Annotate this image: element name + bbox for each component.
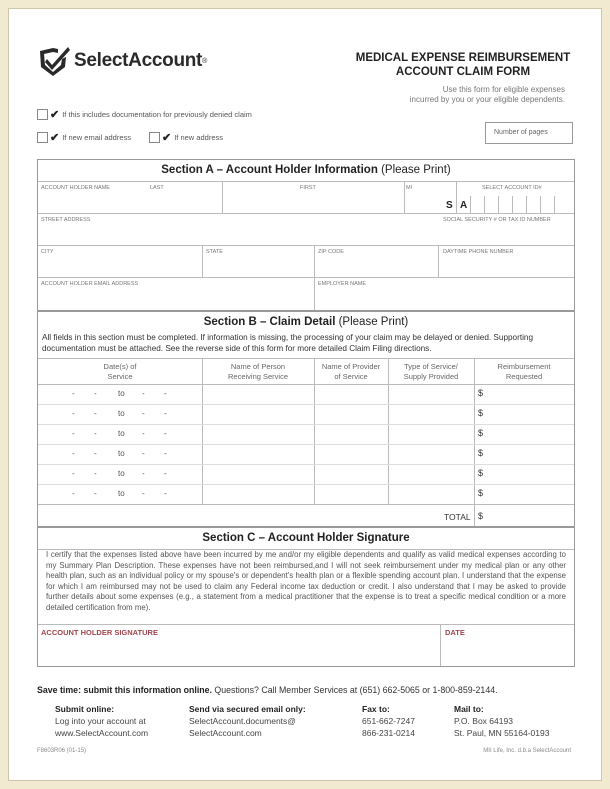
- submit-online-block: Submit online: Log into your account at www.SelectAccount.com: [55, 704, 149, 738]
- date-field[interactable]: [440, 624, 574, 666]
- row-provider-field[interactable]: [314, 404, 388, 424]
- brand-logo: [37, 45, 207, 77]
- row-type-field[interactable]: [388, 384, 474, 404]
- ssn-label: SOCIAL SECURITY # OR TAX ID NUMBER: [443, 217, 551, 223]
- signature-field[interactable]: [38, 624, 440, 666]
- date-sep: -: [164, 429, 167, 438]
- table-row: [38, 404, 574, 424]
- account-id-field[interactable]: [470, 196, 574, 213]
- row-person-field[interactable]: [202, 464, 314, 484]
- col-person: Name of Person Receiving Service: [227, 362, 289, 381]
- date-to: to: [118, 409, 125, 418]
- date-sep: -: [94, 489, 97, 498]
- col-reimbursement: Reimbursement Requested: [497, 362, 551, 381]
- total-label: TOTAL: [444, 512, 471, 522]
- table-row: [38, 444, 574, 464]
- street-address-field[interactable]: [38, 213, 438, 245]
- denied-claim-checkbox[interactable]: [37, 109, 48, 120]
- certification-text: I certify that the expenses listed above have been incurred by me and/or my eligible dependents and qualify as valid medical expenses according to my Summary Plan Description. These expenses have not been reimbursed,and I will not seek reimbursement under my medical plan or any other health plan, such as an individual policy or my spouse's or dependent's health plan or a flexible spending account plan. I understand that the expense for which I am reimbursed may not be used to claim any Federal income tax deduction or credit. I also understand that I may be asked to provide further details about some expenses (e.g., a statement from a medical practitioner that the expense is to treat a specific medical condition or a more detailed certification from me).: [46, 550, 566, 612]
- date-sep: -: [94, 429, 97, 438]
- row-person-field[interactable]: [202, 424, 314, 444]
- date-sep: -: [164, 449, 167, 458]
- claim-detail-table: [38, 358, 574, 526]
- section-a-title: Section A – Account Holder Information (Please Print): [161, 164, 451, 176]
- form-title: [353, 51, 573, 79]
- row-type-field[interactable]: [388, 424, 474, 444]
- section-b-title: Section B – Claim Detail (Please Print): [203, 316, 409, 328]
- date-sep: -: [164, 409, 167, 418]
- date-sep: -: [164, 489, 167, 498]
- date-sep: -: [142, 409, 145, 418]
- phone-label: DAYTIME PHONE NUMBER: [443, 249, 514, 255]
- account-id-prefix-s: S: [446, 200, 453, 211]
- date-sep: -: [72, 409, 75, 418]
- row-provider-field[interactable]: [314, 444, 388, 464]
- row-dates-field[interactable]: [38, 484, 202, 504]
- date-sep: -: [94, 409, 97, 418]
- section-c: [37, 527, 575, 667]
- brand-name: SelectAccount: [74, 50, 203, 71]
- street-address-label: STREET ADDRESS: [41, 217, 91, 223]
- phone-field[interactable]: [438, 245, 574, 277]
- table-row: [38, 424, 574, 444]
- employer-label: EMPLOYER NAME: [318, 281, 366, 287]
- new-email-label: If new email address: [62, 133, 132, 142]
- mail-block: Mail to: P.O. Box 64193 St. Paul, MN 55164-0193: [454, 704, 550, 738]
- table-row: [38, 484, 574, 504]
- number-of-pages-field[interactable]: [485, 122, 573, 144]
- row-dollar-sign: $: [478, 448, 484, 458]
- check-icon: ✔: [50, 132, 60, 144]
- date-sep: -: [72, 449, 75, 458]
- row-dates-field[interactable]: [38, 384, 202, 404]
- date-sep: -: [142, 489, 145, 498]
- account-id-label: SELECT ACCOUNT ID#: [482, 185, 542, 191]
- date-label: DATE: [445, 628, 465, 637]
- row-dates-field[interactable]: [38, 424, 202, 444]
- date-sep: -: [72, 489, 75, 498]
- first-name-label: FIRST: [300, 185, 316, 191]
- new-address-checkbox-row: [149, 131, 223, 144]
- table-row: [38, 384, 574, 404]
- fax-block: Fax to: 651-662-7247 866-231-0214: [362, 704, 415, 738]
- row-amount-field[interactable]: [474, 444, 574, 464]
- new-email-checkbox[interactable]: [37, 132, 48, 143]
- date-sep: -: [72, 469, 75, 478]
- state-field[interactable]: [202, 245, 314, 277]
- row-type-field[interactable]: [388, 444, 474, 464]
- col-type: Type of Service/ Supply Provided: [403, 362, 459, 381]
- date-to: to: [118, 429, 125, 438]
- row-person-field[interactable]: [202, 384, 314, 404]
- website-link[interactable]: www.SelectAccount.com: [55, 728, 149, 738]
- number-of-pages-label: Number of pages: [494, 129, 548, 136]
- form-title-line2: ACCOUNT CLAIM FORM: [395, 66, 531, 78]
- date-to: to: [118, 389, 125, 398]
- date-sep: -: [142, 449, 145, 458]
- last-name-label: LAST: [150, 185, 164, 191]
- row-provider-field[interactable]: [314, 484, 388, 504]
- city-field[interactable]: [38, 245, 202, 277]
- row-provider-field[interactable]: [314, 384, 388, 404]
- email-label: ACCOUNT HOLDER EMAIL ADDRESS: [41, 281, 139, 287]
- row-person-field[interactable]: [202, 444, 314, 464]
- checkmark-shield-icon: [37, 45, 71, 77]
- section-c-title: Section C – Account Holder Signature: [202, 532, 410, 544]
- date-sep: -: [142, 429, 145, 438]
- state-label: STATE: [206, 249, 223, 255]
- form-title-line1: MEDICAL EXPENSE REIMBURSEMENT: [355, 52, 571, 64]
- row-person-field[interactable]: [202, 484, 314, 504]
- row-dates-field[interactable]: [38, 464, 202, 484]
- section-b: [37, 311, 575, 527]
- form-code: F8603R06 (01-15): [37, 748, 87, 754]
- account-id-prefix-a: A: [460, 200, 468, 211]
- account-holder-name-label: ACCOUNT HOLDER NAME: [41, 185, 110, 191]
- email-link[interactable]: SelectAccount.documents@: [189, 716, 296, 726]
- row-amount-field[interactable]: [474, 404, 574, 424]
- check-icon: ✔: [162, 132, 172, 144]
- trademark: ®: [202, 57, 208, 65]
- row-dates-field[interactable]: [38, 444, 202, 464]
- row-dollar-sign: $: [478, 388, 484, 398]
- new-address-checkbox[interactable]: [149, 132, 160, 143]
- total-amount-field[interactable]: [474, 504, 574, 526]
- date-sep: -: [94, 389, 97, 398]
- date-sep: -: [142, 469, 145, 478]
- table-row: [38, 464, 574, 484]
- date-sep: -: [164, 389, 167, 398]
- instr-line2: incurred by you or your eligible dependents.: [409, 95, 565, 104]
- section-b-description: All fields in this section must be completed. If information is missing, the processing of your claim may be delayed or denied. Supporting documentation must be attached. See the reverse side of this form for more detailed Claim Filing directions.: [42, 333, 534, 353]
- form-instructions: [365, 85, 565, 105]
- save-time-line: Save time: submit this information online. Questions? Call Member Services at (651) 662-5065 or 1-800-859-2144.: [37, 685, 498, 695]
- date-to: to: [118, 469, 125, 478]
- zip-code-field[interactable]: [314, 245, 438, 277]
- zip-code-label: ZIP CODE: [318, 249, 344, 255]
- total-dollar-sign: $: [478, 511, 484, 521]
- row-provider-field[interactable]: [314, 424, 388, 444]
- row-amount-field[interactable]: [474, 384, 574, 404]
- col-dates: Date(s) of Service: [103, 362, 137, 381]
- date-sep: -: [164, 469, 167, 478]
- section-a: [37, 159, 575, 311]
- row-type-field[interactable]: [388, 404, 474, 424]
- row-dollar-sign: $: [478, 488, 484, 498]
- row-dollar-sign: $: [478, 408, 484, 418]
- city-label: CITY: [41, 249, 54, 255]
- instr-line1: Use this form for eligible expenses: [442, 85, 565, 94]
- date-sep: -: [94, 449, 97, 458]
- row-type-field[interactable]: [388, 484, 474, 504]
- new-email-checkbox-row: [37, 131, 131, 144]
- date-sep: -: [142, 389, 145, 398]
- email-block: Send via secured email only: SelectAccount.documents@ SelectAccount.com: [189, 704, 306, 738]
- signature-label: ACCOUNT HOLDER SIGNATURE: [41, 628, 158, 637]
- ssn-field[interactable]: [438, 213, 574, 245]
- date-sep: -: [72, 389, 75, 398]
- date-to: to: [118, 489, 125, 498]
- denied-claim-label: If this includes documentation for previously denied claim: [62, 110, 252, 119]
- row-type-field[interactable]: [388, 464, 474, 484]
- account-holder-name-field[interactable]: [38, 181, 404, 213]
- row-person-field[interactable]: [202, 404, 314, 424]
- company-name: MII Life, Inc. d.b.a SelectAccount: [483, 748, 571, 754]
- row-provider-field[interactable]: [314, 464, 388, 484]
- email-field[interactable]: [38, 277, 314, 310]
- new-address-label: If new address: [174, 133, 223, 142]
- middle-initial-label: MI: [406, 185, 413, 191]
- denied-claim-checkbox-row: [37, 108, 252, 121]
- date-sep: -: [72, 429, 75, 438]
- row-dollar-sign: $: [478, 468, 484, 478]
- row-amount-field[interactable]: [474, 464, 574, 484]
- col-provider: Name of Provider of Service: [321, 362, 381, 381]
- row-amount-field[interactable]: [474, 484, 574, 504]
- employer-field[interactable]: [314, 277, 574, 310]
- date-to: to: [118, 449, 125, 458]
- row-dollar-sign: $: [478, 428, 484, 438]
- row-dates-field[interactable]: [38, 404, 202, 424]
- date-sep: -: [94, 469, 97, 478]
- check-icon: ✔: [50, 109, 60, 121]
- row-amount-field[interactable]: [474, 424, 574, 444]
- claim-form-page: [8, 8, 602, 781]
